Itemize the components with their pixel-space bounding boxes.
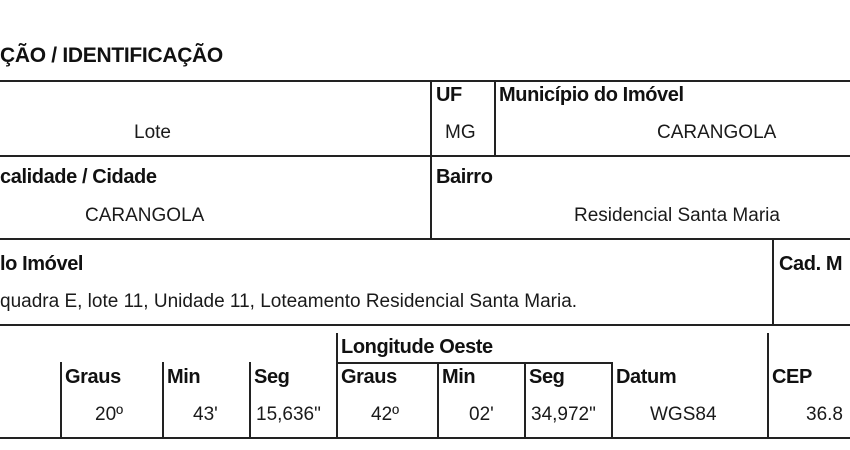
divider-bairro-left bbox=[430, 155, 432, 240]
datum-value: WGS84 bbox=[650, 404, 717, 425]
lat-seg-label: Seg bbox=[254, 366, 290, 388]
municipio-value: CARANGOLA bbox=[657, 122, 777, 143]
municipio-label: Município do Imóvel bbox=[499, 84, 684, 106]
divider-cad-left bbox=[772, 238, 774, 326]
lat-min-value: 43' bbox=[193, 404, 218, 425]
uf-value: MG bbox=[445, 122, 476, 143]
localidade-label: calidade / Cidade bbox=[0, 166, 157, 188]
cep-value: 36.8 bbox=[806, 404, 843, 425]
divider-lon-min-left bbox=[437, 362, 439, 438]
bairro-label: Bairro bbox=[436, 166, 493, 188]
divider-row4-top bbox=[0, 324, 850, 326]
divider-lat-min-left bbox=[162, 362, 164, 438]
lat-min-label: Min bbox=[167, 366, 201, 388]
tipo-value: Lote bbox=[134, 122, 171, 143]
divider-lat-seg-left bbox=[249, 362, 251, 438]
divider-lon-seg-left bbox=[524, 362, 526, 438]
cep-label: CEP bbox=[772, 366, 812, 388]
lat-graus-value: 20º bbox=[95, 404, 124, 425]
lat-graus-label: Graus bbox=[65, 366, 121, 388]
divider-row1-top bbox=[0, 80, 850, 82]
lon-graus-value: 42º bbox=[371, 404, 400, 425]
lon-seg-label: Seg bbox=[529, 366, 565, 388]
lon-min-label: Min bbox=[442, 366, 476, 388]
divider-row4-bottom bbox=[0, 437, 850, 439]
divider-row2-top bbox=[0, 155, 850, 157]
divider-cep-left bbox=[767, 333, 769, 438]
bairro-value: Residencial Santa Maria bbox=[574, 205, 780, 226]
divider-uf-left bbox=[430, 80, 432, 156]
endereco-value: quadra E, lote 11, Unidade 11, Loteamento Residencial Santa Maria. bbox=[0, 291, 578, 312]
uf-label: UF bbox=[436, 84, 462, 106]
lon-graus-label: Graus bbox=[341, 366, 397, 388]
section-title: ÇÃO / IDENTIFICAÇÃO bbox=[0, 44, 223, 67]
endereco-label: lo Imóvel bbox=[0, 253, 84, 275]
datum-label: Datum bbox=[616, 366, 677, 388]
localidade-value: CARANGOLA bbox=[85, 205, 205, 226]
cad-label: Cad. M bbox=[779, 253, 843, 275]
divider-datum-left bbox=[611, 362, 613, 438]
lat-seg-value: 15,636" bbox=[256, 404, 321, 425]
divider-uf-right bbox=[494, 80, 496, 156]
divider-longitude-sub bbox=[336, 362, 612, 364]
lon-min-value: 02' bbox=[469, 404, 494, 425]
longitude-label: Longitude Oeste bbox=[341, 336, 493, 358]
divider-lat-graus-left bbox=[60, 362, 62, 438]
divider-row3-top bbox=[0, 238, 850, 240]
divider-longitude-left bbox=[336, 333, 338, 438]
lon-seg-value: 34,972" bbox=[531, 404, 596, 425]
